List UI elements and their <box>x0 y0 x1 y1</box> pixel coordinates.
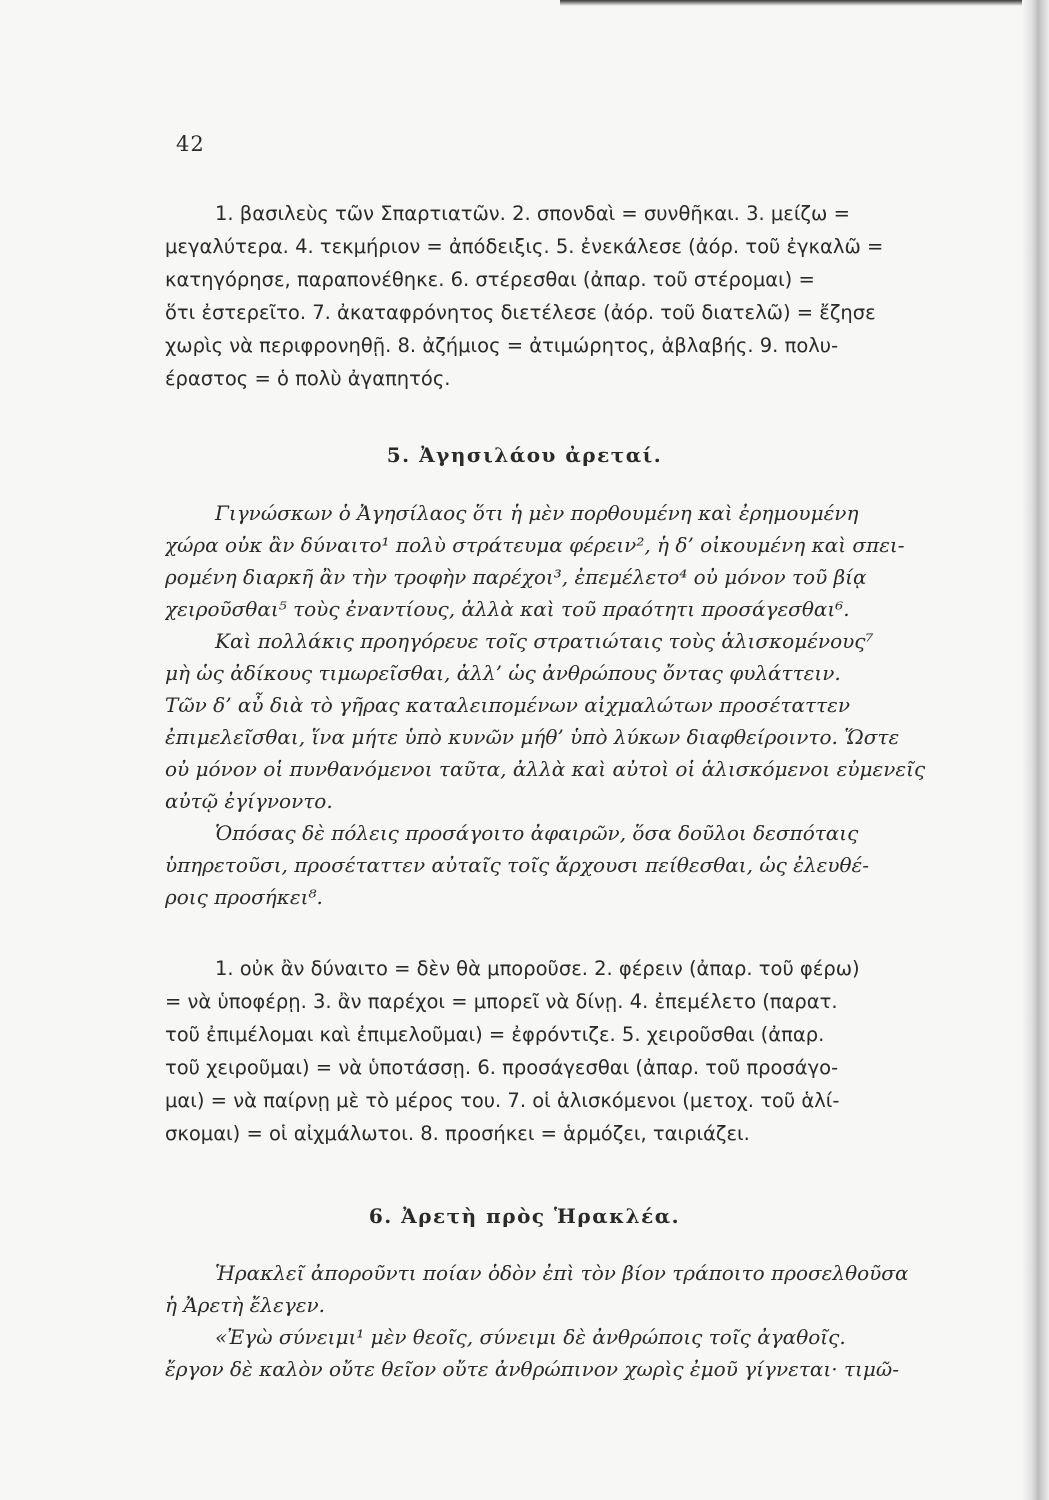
text-line: χώρα οὐκ ἂν δύναιτο¹ πολὺ στράτευμα φέρειν², ἡ δ’ οἰκουμένη καὶ σπει- <box>165 533 905 557</box>
text-line: ἔργον δὲ καλὸν οὔτε θεῖον οὔτε ἀνθρώπινον χωρὶς ἐμοῦ γίγνεται· τιμῶ- <box>165 1357 899 1381</box>
text-line: Ὁπόσας δὲ πόλεις προσάγοιτο ἀφαιρῶν, ὅσα δοῦλοι δεσπόταις <box>215 821 859 845</box>
note-line: έραστος = ὁ πολὺ ἀγαπητός. <box>165 367 451 390</box>
text-line: «Ἐγὼ σύνειμι¹ μὲν θεοῖς, σύνειμι δὲ ἀνθρώποις τοῖς ἀγαθοῖς. <box>215 1325 846 1349</box>
text-line: μὴ ὡς ἀδίκους τιμωρεῖσθαι, ἀλλ’ ὡς ἀνθρώπους ὄντας φυλάττειν. <box>165 661 841 685</box>
text-line: χειροῦσθαι⁵ τοὺς ἐναντίους, ἀλλὰ καὶ τοῦ πραότητι προσάγεσθαι⁶. <box>165 597 850 621</box>
section-6-text <box>165 1257 987 1385</box>
note-line: σκομαι) = οἱ αἰχμάλωτοι. 8. προσήκει = ἁρμόζει, ταιριάζει. <box>165 1122 750 1145</box>
text-line: οὐ μόνον οἱ πυνθανόμενοι ταῦτα, ἀλλὰ καὶ αὐτοὶ οἱ ἁλισκόμενοι εὐμενεῖς <box>165 757 926 781</box>
page-top-shadow <box>560 0 1040 6</box>
text-line: ἡ Ἀρετὴ ἔλεγεν. <box>165 1293 326 1317</box>
text-line: Καὶ πολλάκις προηγόρευε τοῖς στρατιώταις τοὺς ἁλισκομένους⁷ <box>215 629 874 653</box>
text-line: Τῶν δ’ αὖ διὰ τὸ γῆρας καταλειπομένων αἰχμαλώτων προσέταττεν <box>165 693 851 717</box>
note-line: χωρὶς νὰ περιφρονηθῇ. 8. ἀζήμιος = ἀτιμώρητος, ἀβλαβής. 9. πολυ- <box>165 334 839 357</box>
section-heading-6: 6. Ἀρετὴ πρὸς Ἡρακλέα. <box>368 1204 681 1228</box>
note-line: ὅτι ἐστερεῖτο. 7. ἀκαταφρόνητος διετέλεσε (ἀόρ. τοῦ διατελῶ) = ἔζησε <box>165 301 876 324</box>
text-line: ὑπηρετοῦσι, προσέταττεν αὐταῖς τοῖς ἄρχουσι πείθεσθαι, ὡς ἐλευθέ- <box>165 853 870 877</box>
note-line: μαι) = νὰ παίρνῃ μὲ τὸ μέρος του. 7. οἱ ἁλισκόμενοι (μετοχ. τοῦ ἁλί- <box>165 1089 840 1112</box>
note-line: μεγαλύτερα. 4. τεκμήριον = ἀπόδειξις. 5. ἐνεκάλεσε (ἀόρ. τοῦ ἐγκαλῶ = <box>165 235 884 258</box>
note-line: 1. οὐκ ἂν δύναιτο = δὲν θὰ μποροῦσε. 2. φέρειν (ἀπαρ. τοῦ φέρω) <box>215 957 860 980</box>
text-line: ἐπιμελεῖσθαι, ἵνα μήτε ὑπὸ κυνῶν μήθ’ ὑπὸ λύκων διαφθείροιντο. Ὥστε <box>165 725 900 749</box>
text-line: Ἡρακλεῖ ἀποροῦντι ποίαν ὁδὸν ἐπὶ τὸν βίον τράποιτο προσελθοῦσα <box>215 1261 909 1285</box>
page-right-edge <box>1022 0 1049 1500</box>
note-line: 1. βασιλεὺς τῶν Σπαρτιατῶν. 2. σπονδαὶ = συνθῆκαι. 3. μείζω = <box>215 202 850 225</box>
page-number: 42 <box>176 132 205 156</box>
text-line: αὐτῷ ἐγίγνοντο. <box>165 789 333 813</box>
section-heading-5: 5. Ἀγησιλάου ἀρεταί. <box>386 443 663 467</box>
note-line: = νὰ ὑποφέρῃ. 3. ἂν παρέχοι = μπορεῖ νὰ δίνῃ. 4. ἐπεμέλετο (παρατ. <box>165 990 838 1013</box>
text-line: Γιγνώσκων ὁ Ἀγησίλαος ὅτι ἡ μὲν πορθουμένη καὶ ἐρημουμένη <box>215 501 859 525</box>
footnotes-previous <box>165 197 987 395</box>
text-line: ροις προσήκει⁸. <box>165 885 323 909</box>
section-5-text <box>165 497 987 913</box>
footnotes-section-5 <box>165 952 987 1150</box>
note-line: τοῦ χειροῦμαι) = νὰ ὑποτάσσῃ. 6. προσάγεσθαι (ἀπαρ. τοῦ προσάγο- <box>165 1056 839 1079</box>
note-line: τοῦ ἐπιμέλομαι καὶ ἐπιμελοῦμαι) = ἐφρόντιζε. 5. χειροῦσθαι (ἀπαρ. <box>165 1023 825 1046</box>
text-line: ρομένη διαρκῆ ἂν τὴν τροφὴν παρέχοι³, ἐπεμέλετο⁴ οὐ μόνον τοῦ βίᾳ <box>165 565 867 589</box>
note-line: κατηγόρησε, παραπονέθηκε. 6. στέρεσθαι (ἀπαρ. τοῦ στέρομαι) = <box>165 268 815 291</box>
